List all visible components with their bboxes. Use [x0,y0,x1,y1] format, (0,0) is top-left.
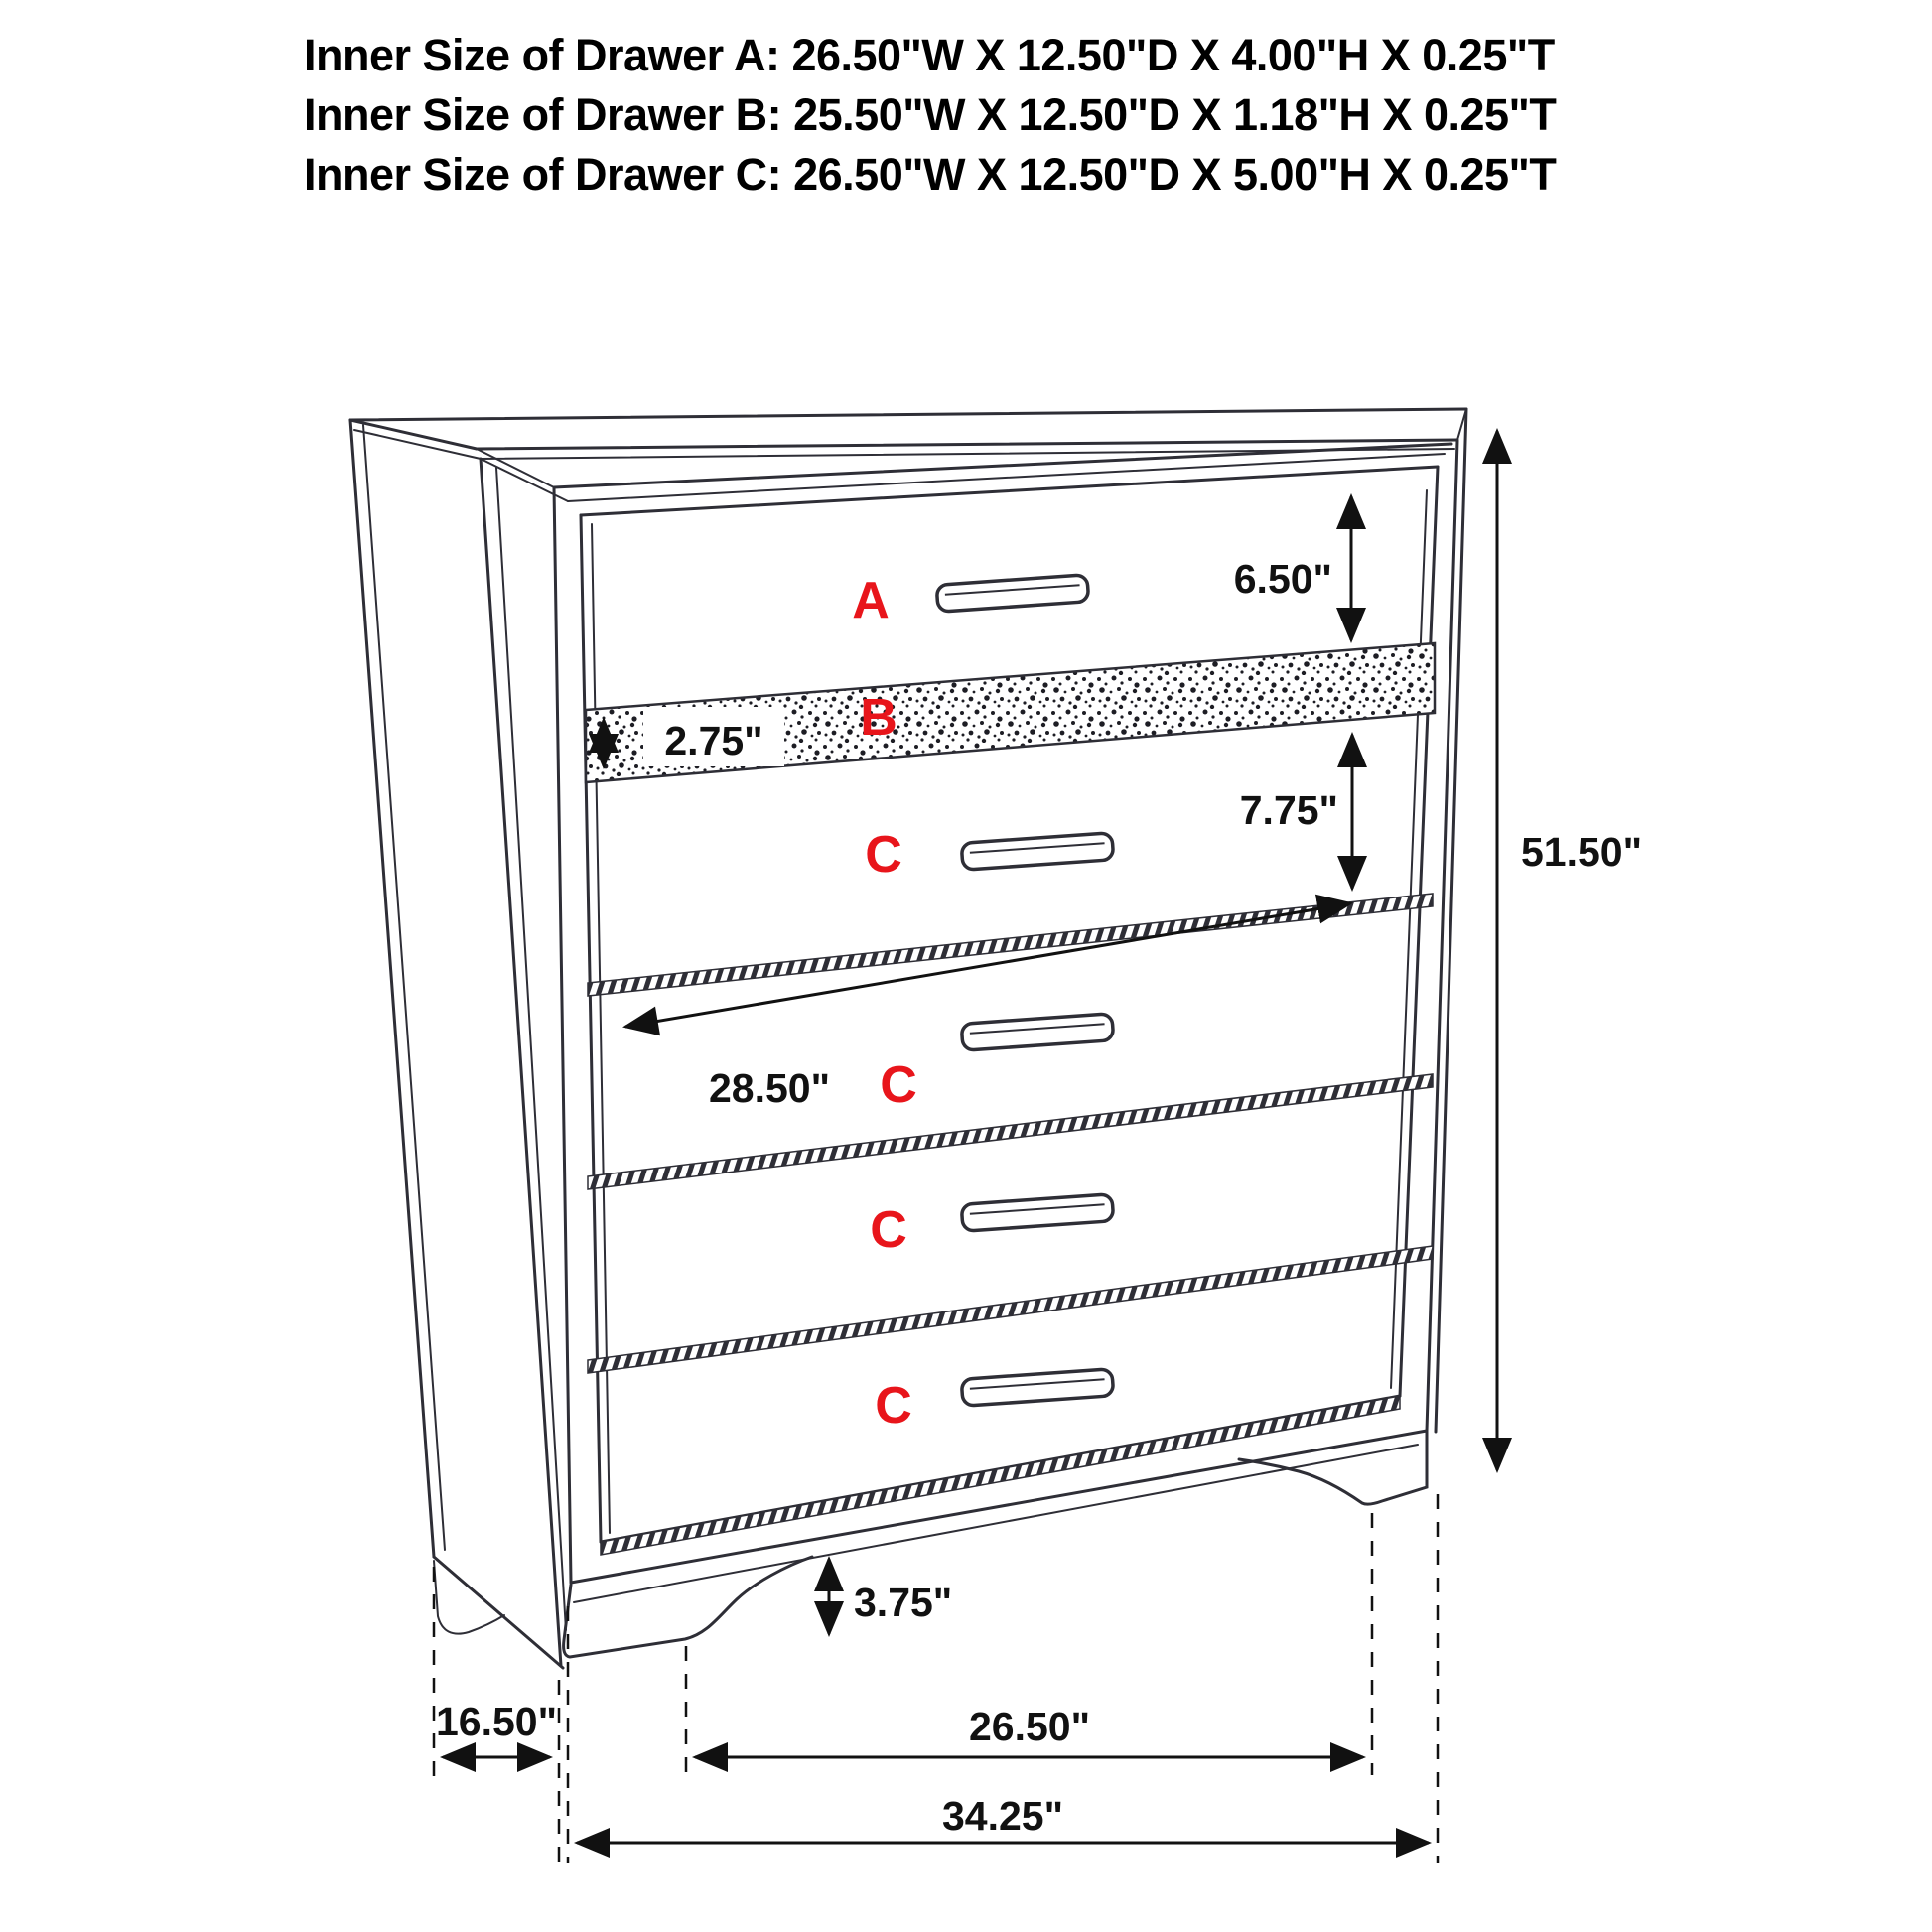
front-feet [564,1431,1427,1657]
drawer-c2-letter: C [880,1056,917,1114]
drawer-c3-handle [961,1194,1114,1232]
dim-drawer-c-height: 7.75" [1239,787,1338,833]
drawer-c1-letter: C [865,826,902,884]
dim-opening-width: 26.50" [968,1704,1091,1749]
dim-overall-width: 34.25" [941,1793,1064,1839]
drawer-b-letter: B [860,689,897,747]
drawer-c4-letter: C [875,1377,912,1435]
front-left-foot [564,1557,812,1657]
drawer-a-letter: A [852,572,890,629]
front-right-foot [1239,1431,1427,1504]
drawer-c3-letter: C [870,1201,907,1259]
inner-size-line-c: Inner Size of Drawer C: 26.50"W X 12.50"D X 5.00"H X 0.25"T [304,149,1557,200]
dim-drawer-a-height: 6.50" [1233,556,1332,602]
dim-side-depth: 16.50" [435,1699,558,1744]
back-left-foot [434,1561,504,1634]
drawer-c1-handle [961,833,1114,871]
inner-size-title-block [304,26,1556,205]
dim-foot-height: 3.75" [854,1580,953,1625]
dim-drawer-width: 28.50" [708,1065,831,1111]
drawer-a-handle [936,575,1089,613]
dim-overall-height: 51.50" [1521,829,1643,875]
dim-band-b-height: 2.75" [664,718,763,763]
cabinet-top [350,409,1466,501]
dimension-annotations [434,431,1642,1863]
drawer-c2-handle [961,1014,1114,1051]
inner-size-line-a: Inner Size of Drawer A: 26.50"W X 12.50"D X 4.00"H X 0.25"T [304,30,1555,80]
drawer-c4-handle [961,1369,1114,1407]
cabinet-left-side [350,420,566,1668]
inner-size-line-b: Inner Size of Drawer B: 25.50"W X 12.50"D X 1.18"H X 0.25"T [304,89,1557,140]
extension-lines [434,1494,1438,1863]
